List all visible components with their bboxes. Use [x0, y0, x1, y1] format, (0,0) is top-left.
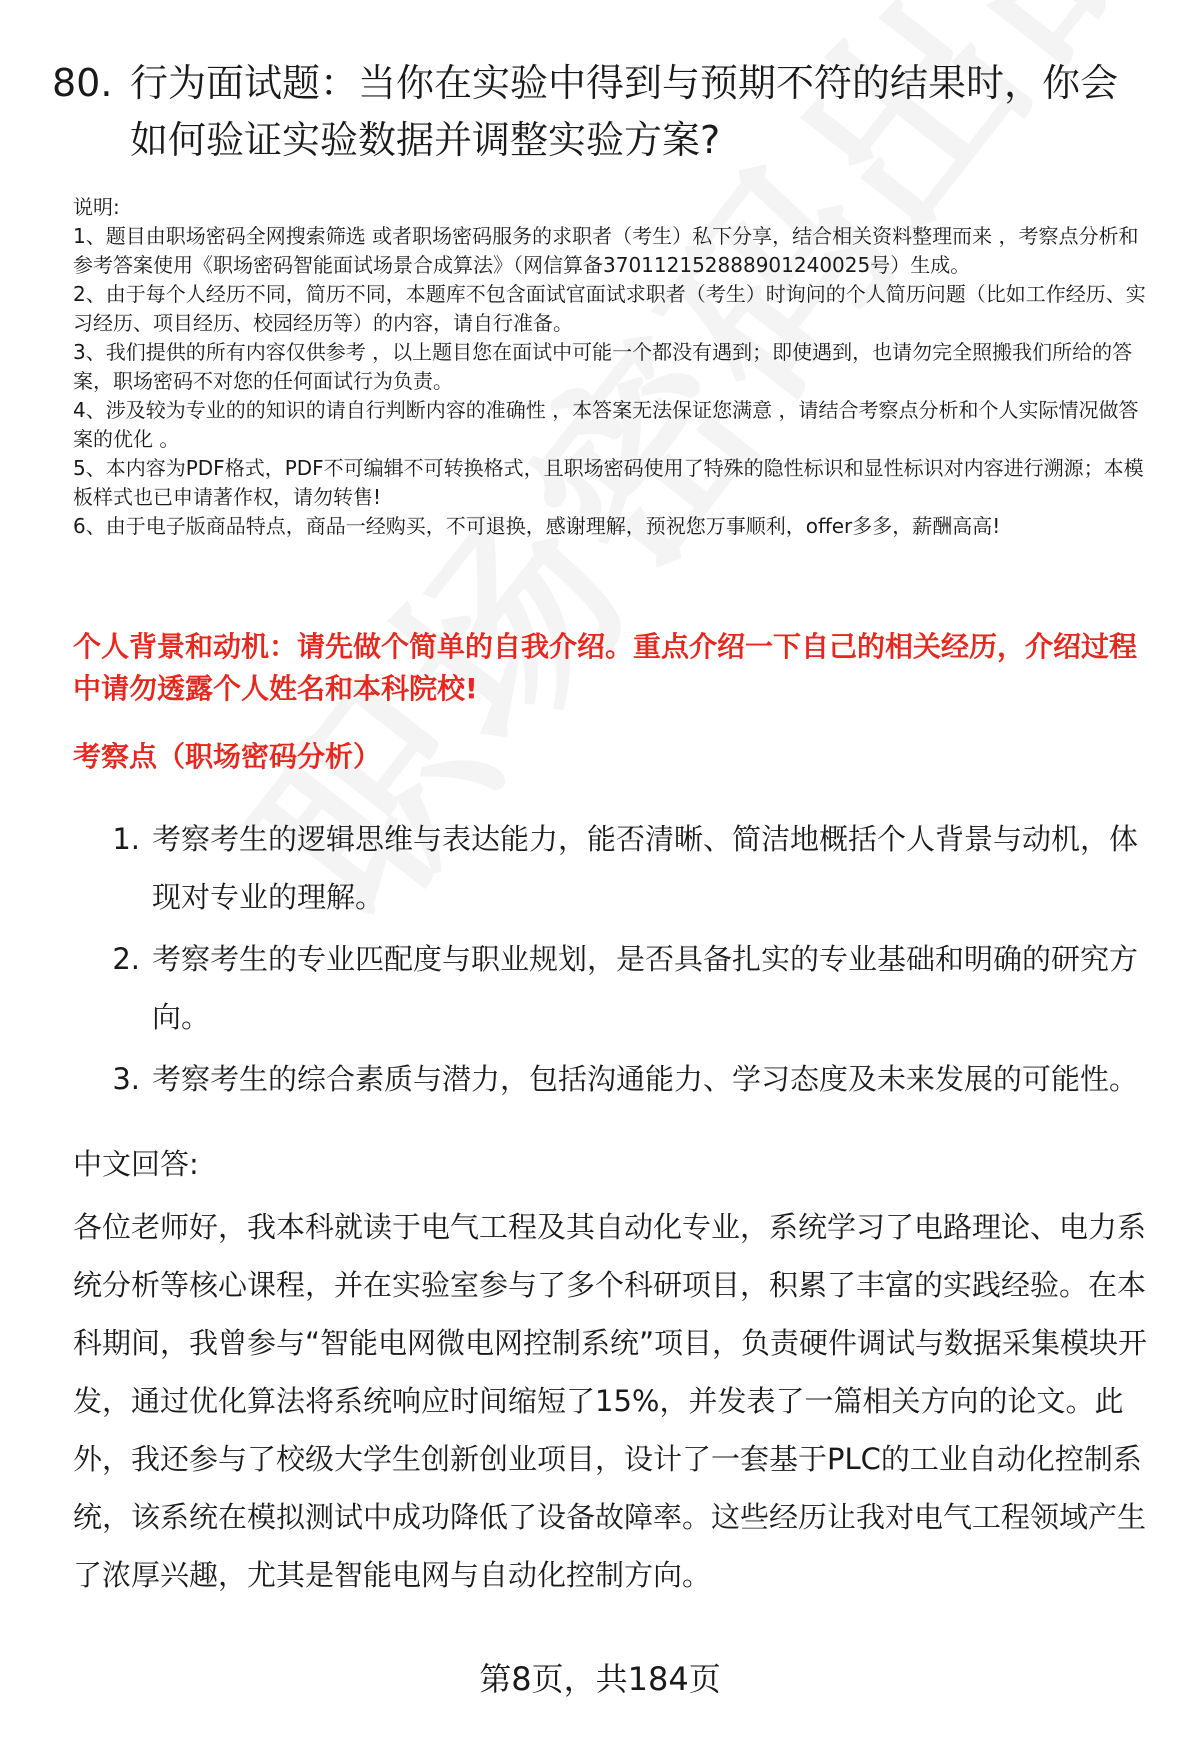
list-item	[73, 930, 1158, 1046]
list-item-text: 考察考生的逻辑思维与表达能力，能否清晰、简洁地概括个人背景与动机，体现对专业的理解。	[152, 822, 1139, 914]
note-item: 6、由于电子版商品特点，商品一经购买，不可退换，感谢理解，预祝您万事顺利，offer多多，薪酬高高!	[73, 514, 1001, 538]
list-item-number: 3.	[112, 1062, 140, 1096]
list-item-text: 考察考生的专业匹配度与职业规划，是否具备扎实的专业基础和明确的研究方向。	[152, 942, 1139, 1034]
page-footer: 第8页，共184页	[479, 1660, 721, 1698]
answer-text: 各位老师好，我本科就读于电气工程及其自动化专业，系统学习了电路理论、电力系统分析等核心课程，并在实验室参与了多个科研项目，积累了丰富的实践经验。在本科期间，我曾参与“智能电网微电网控制系统”项目，负责硬件调试与数据采集模块开发，通过优化算法将系统响应时间缩短了15%，并发表了一篇相关方向的论文。此外，我还参与了校级大学生创新创业项目，设计了一套基于PLC的工业自动化控制系统，该系统在模拟测试中成功降低了设备故障率。这些经历让我对电气工程领域产生了浓厚兴趣，尤其是智能电网与自动化控制方向。	[73, 1210, 1148, 1592]
note-item: 3、我们提供的所有内容仅供参考 ，以上题目您在面试中可能一个都没有遇到；即使遇到，也请勿完全照搬我们所给的答案，职场密码不对您的任何面试行为负责。	[73, 340, 1133, 393]
note-item: 4、涉及较为专业的的知识的请自行判断内容的准确性 ，本答案无法保证您满意 ，请结合考察点分析和个人实际情况做答案的优化 。	[73, 398, 1139, 451]
question-title	[52, 55, 1152, 169]
answer-label: 中文回答:	[73, 1147, 199, 1181]
list-item	[73, 810, 1158, 926]
list-item-number: 2.	[112, 942, 140, 976]
notes-section	[73, 193, 1158, 541]
note-item: 1、题目由职场密码全网搜索筛选 或者职场密码服务的求职者（考生）私下分享，结合相关资料整理而来 ，考察点分析和参考答案使用《职场密码智能面试场景合成算法》（网信算备370112152888901240025号）生成。	[73, 224, 1139, 277]
assessment-points-list	[73, 810, 1158, 1112]
question-number: 80.	[52, 61, 113, 105]
interview-prompt: 个人背景和动机：请先做个简单的自我介绍。重点介绍一下自己的相关经历，介绍过程中请勿透露个人姓名和本科院校!	[73, 630, 1138, 705]
list-item-number: 1.	[112, 822, 140, 856]
notes-heading: 说明:	[73, 195, 120, 219]
assessment-points-heading: 考察点（职场密码分析）	[73, 740, 382, 773]
list-item-text: 考察考生的综合素质与潜力，包括沟通能力、学习态度及未来发展的可能性。	[152, 1062, 1139, 1096]
list-item	[73, 1050, 1158, 1108]
note-item: 5、本内容为PDF格式，PDF不可编辑不可转换格式，且职场密码使用了特殊的隐性标识和显性标识对内容进行溯源；本模板样式也已申请著作权，请勿转售!	[73, 456, 1144, 509]
question-text: 行为面试题：当你在实验中得到与预期不符的结果时，你会如何验证实验数据并调整实验方案?	[130, 61, 1119, 162]
note-item: 2、由于每个人经历不同，简历不同，本题库不包含面试官面试求职者（考生）时询问的个人简历问题（比如工作经历、实习经历、项目经历、校园经历等）的内容，请自行准备。	[73, 282, 1146, 335]
